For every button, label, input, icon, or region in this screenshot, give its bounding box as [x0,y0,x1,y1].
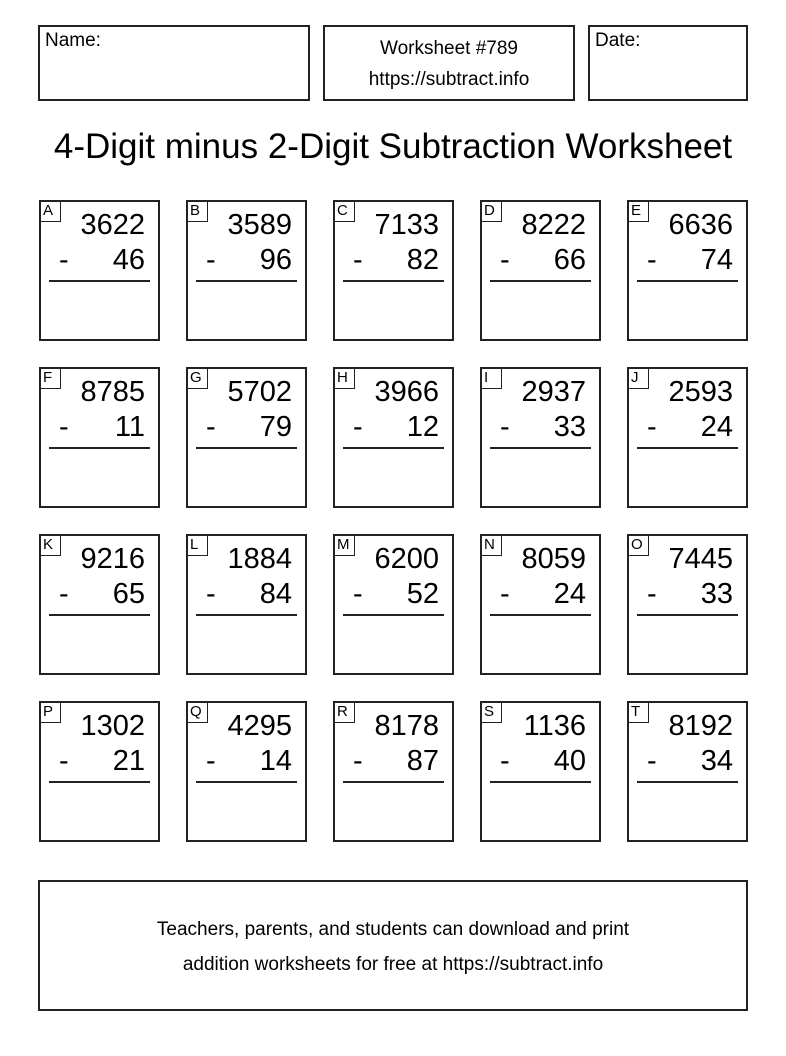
answer-line [490,447,591,449]
answer-line [343,447,444,449]
problem-card [627,200,748,341]
worksheet-number: Worksheet #789 [379,38,518,59]
answer-area[interactable] [192,787,301,836]
minuend: 5702 [227,376,292,408]
problem-card [333,534,454,675]
problem-label: K [40,535,61,556]
problem-card [39,367,160,508]
answer-line [637,280,738,282]
minuend: 7133 [374,209,439,241]
problem-label: J [628,368,649,389]
minuend: 8222 [521,209,586,241]
answer-line [196,447,297,449]
problem-card [627,701,748,842]
problem-card [333,701,454,842]
minus-sign: - [647,244,657,276]
problem-label: L [187,535,208,556]
answer-area[interactable] [633,286,742,335]
subtrahend: 96 [259,244,292,276]
problem-card [480,367,601,508]
problem-card [480,200,601,341]
minuend: 7445 [668,543,733,575]
subtrahend: 33 [553,411,586,443]
subtrahend: 11 [114,411,145,443]
minus-sign: - [59,578,69,610]
minuend: 8059 [521,543,586,575]
answer-area[interactable] [486,453,595,502]
problem-label: N [481,535,502,556]
problem-label: C [334,201,355,222]
minus-sign: - [647,411,657,443]
minuend: 1302 [80,710,145,742]
minus-sign: - [206,244,216,276]
problem-label: R [334,702,355,723]
answer-line [637,614,738,616]
minus-sign: - [353,578,363,610]
minuend: 8178 [374,710,439,742]
problem-label: P [40,702,61,723]
problem-label: O [628,535,649,556]
minus-sign: - [59,244,69,276]
problem-label: I [481,368,502,389]
problem-card [186,200,307,341]
problem-label: G [187,368,208,389]
minuend: 8785 [80,376,145,408]
minuend: 6636 [668,209,733,241]
subtrahend: 24 [553,578,586,610]
answer-area[interactable] [45,620,154,669]
problem-card [39,534,160,675]
answer-area[interactable] [45,787,154,836]
subtrahend: 52 [406,578,439,610]
answer-line [637,781,738,783]
answer-line [49,614,150,616]
minuend: 3622 [80,209,145,241]
answer-area[interactable] [45,286,154,335]
answer-area[interactable] [45,453,154,502]
problem-label: B [187,201,208,222]
subtrahend: 74 [700,244,733,276]
answer-area[interactable] [339,620,448,669]
problem-label: H [334,368,355,389]
answer-area[interactable] [486,286,595,335]
minus-sign: - [500,578,510,610]
minuend: 8192 [668,710,733,742]
subtrahend: 21 [112,745,145,777]
minus-sign: - [647,578,657,610]
answer-area[interactable] [339,286,448,335]
subtrahend: 34 [700,745,733,777]
problem-card [627,534,748,675]
problem-card [39,701,160,842]
minus-sign: - [500,244,510,276]
problem-card [480,534,601,675]
minuend: 9216 [80,543,145,575]
subtrahend: 79 [259,411,292,443]
minus-sign: - [353,745,363,777]
subtrahend: 87 [406,745,439,777]
problem-label: E [628,201,649,222]
answer-area[interactable] [192,453,301,502]
subtrahend: 66 [553,244,586,276]
minus-sign: - [353,244,363,276]
problem-label: D [481,201,502,222]
minus-sign: - [206,411,216,443]
problem-card [39,200,160,341]
answer-area[interactable] [339,787,448,836]
problem-label: F [40,368,61,389]
worksheet-url: https://subtract.info [368,69,530,90]
problem-label: T [628,702,649,723]
answer-line [343,781,444,783]
minuend: 3966 [374,376,439,408]
answer-area[interactable] [486,787,595,836]
answer-area[interactable] [192,620,301,669]
page-title: 4-Digit minus 2-Digit Subtraction Worksheet [53,127,733,166]
minus-sign: - [500,411,510,443]
minus-sign: - [59,411,69,443]
subtrahend: 14 [259,745,292,777]
subtrahend: 84 [259,578,292,610]
problem-label: M [334,535,355,556]
answer-line [637,447,738,449]
minuend: 1136 [523,710,586,742]
minus-sign: - [59,745,69,777]
footer-box [38,880,748,1011]
subtrahend: 82 [406,244,439,276]
answer-line [490,280,591,282]
subtrahend: 46 [112,244,145,276]
minus-sign: - [647,745,657,777]
problem-card [480,701,601,842]
subtrahend: 33 [700,578,733,610]
minus-sign: - [206,578,216,610]
footer-line-2: addition worksheets for free at https://subtract.info [182,954,604,975]
subtrahend: 40 [553,745,586,777]
problem-card [333,200,454,341]
answer-line [490,614,591,616]
answer-line [49,280,150,282]
problem-label: S [481,702,502,723]
answer-area[interactable] [339,453,448,502]
answer-line [490,781,591,783]
minuend: 2593 [668,376,733,408]
subtrahend: 12 [406,411,439,443]
footer-line-1: Teachers, parents, and students can download and print [156,919,630,940]
problem-label: A [40,201,61,222]
minus-sign: - [206,745,216,777]
problem-card [333,367,454,508]
answer-area[interactable] [192,286,301,335]
answer-area[interactable] [633,787,742,836]
answer-area[interactable] [486,620,595,669]
minuend: 2937 [521,376,586,408]
problem-label: Q [187,702,208,723]
answer-area[interactable] [633,620,742,669]
answer-line [196,614,297,616]
answer-line [49,447,150,449]
answer-line [49,781,150,783]
minus-sign: - [353,411,363,443]
problem-card [186,367,307,508]
subtrahend: 65 [112,578,145,610]
answer-line [343,280,444,282]
minuend: 4295 [227,710,292,742]
problem-card [186,534,307,675]
minuend: 6200 [374,543,439,575]
date-label: Date: [595,30,641,51]
minus-sign: - [500,745,510,777]
answer-area[interactable] [633,453,742,502]
name-label: Name: [45,30,101,51]
minuend: 1884 [227,543,292,575]
problem-card [186,701,307,842]
minuend: 3589 [227,209,292,241]
answer-line [343,614,444,616]
answer-line [196,781,297,783]
subtrahend: 24 [700,411,733,443]
answer-line [196,280,297,282]
problem-card [627,367,748,508]
